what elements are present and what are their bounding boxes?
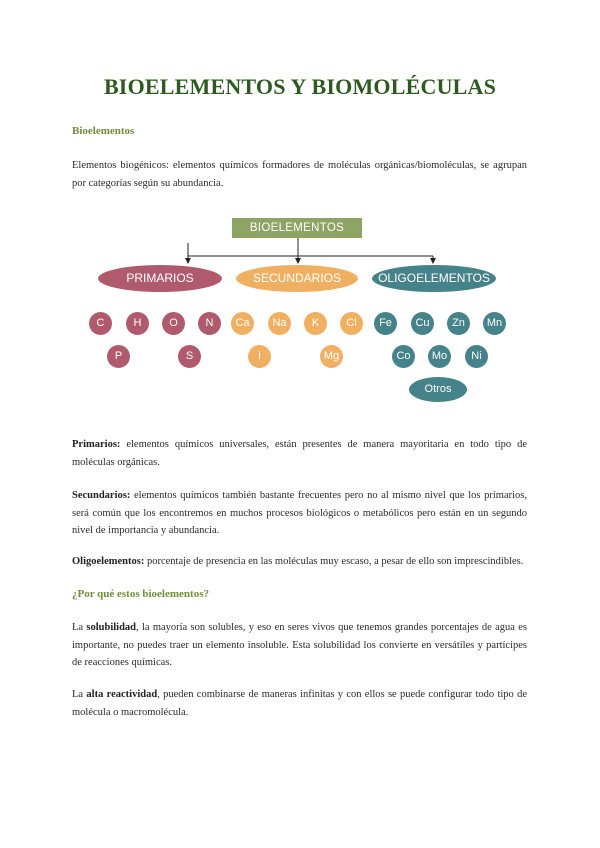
solubilidad-text: , la mayoría son solubles, y eso en seres vivos que tenemos grandes porcentajes de agua es importante, no puedes traer un elemento insoluble. Esta solubilidad los convierte en versátiles y partícipes de reacciones químicas. (72, 622, 528, 668)
element-h: H (126, 312, 149, 335)
element-p: P (107, 345, 130, 368)
reactividad-pre: La (72, 689, 84, 700)
element-mg: Mg (320, 345, 343, 368)
solubilidad-pre: La (72, 622, 84, 633)
text-secundarios: elementos químicos también bastante frecuentes pero no al mismo nivel que los primarios, será común que los encontremos en muchos procesos biológicos o metabólicos pero están en un segundo nivel de importancia y abundancia. (72, 490, 528, 536)
section-heading-bioelementos: Bioelementos (72, 125, 135, 137)
category-oligoelementos: OLIGOELEMENTOS (372, 265, 496, 292)
definition-primarios (72, 436, 527, 471)
reactividad-term: alta reactividad (86, 689, 158, 700)
element-s: S (178, 345, 201, 368)
page-title: BIOELEMENTOS Y BIOMOLÉCULAS (103, 74, 497, 99)
element-na: Na (268, 312, 291, 335)
element-ni: Ni (465, 345, 488, 368)
text-primarios: elementos químicos universales, están presentes de manera mayoritaria en todo tipo de moléculas orgánicas. (72, 439, 528, 468)
section-heading-por-que: ¿Por qué estos bioelementos? (72, 588, 209, 600)
element-ca: Ca (231, 312, 254, 335)
bioelements-diagram (0, 212, 600, 412)
term-oligoelementos: Oligoelementos: (72, 556, 145, 567)
element-co: Co (392, 345, 415, 368)
definition-oligoelementos (72, 553, 527, 571)
term-secundarios: Secundarios: (72, 490, 131, 501)
element-zn: Zn (447, 312, 470, 335)
reactividad-text: , pueden combinarse de maneras infinitas y con ellos se puede configurar todo tipo de molécula o macromolécula. (72, 689, 528, 718)
element-mo: Mo (428, 345, 451, 368)
element-n: N (198, 312, 221, 335)
element-fe: Fe (374, 312, 397, 335)
category-secundarios: SECUNDARIOS (236, 265, 358, 292)
paragraph-reactividad (72, 686, 527, 721)
definition-secundarios (72, 487, 527, 540)
element-i: I (248, 345, 271, 368)
root-box: BIOELEMENTOS (232, 218, 362, 238)
element-otros: Otros (409, 377, 467, 402)
element-cu: Cu (411, 312, 434, 335)
element-mn: Mn (483, 312, 506, 335)
element-cl: Cl (340, 312, 363, 335)
category-primarios: PRIMARIOS (98, 265, 222, 292)
diagram-connectors (0, 212, 600, 412)
solubilidad-term: solubilidad (86, 622, 137, 633)
paragraph-solubilidad (72, 619, 527, 672)
term-primarios: Primarios: (72, 439, 121, 450)
element-c: C (89, 312, 112, 335)
element-o: O (162, 312, 185, 335)
text-oligoelementos: porcentaje de presencia en las moléculas muy escaso, a pesar de ello son imprescindibles. (146, 556, 524, 567)
element-k: K (304, 312, 327, 335)
intro-paragraph: Elementos biogénicos: elementos químicos formadores de moléculas orgánicas/biomoléculas, se agrupan por categorías según su abundancia. (72, 160, 527, 189)
